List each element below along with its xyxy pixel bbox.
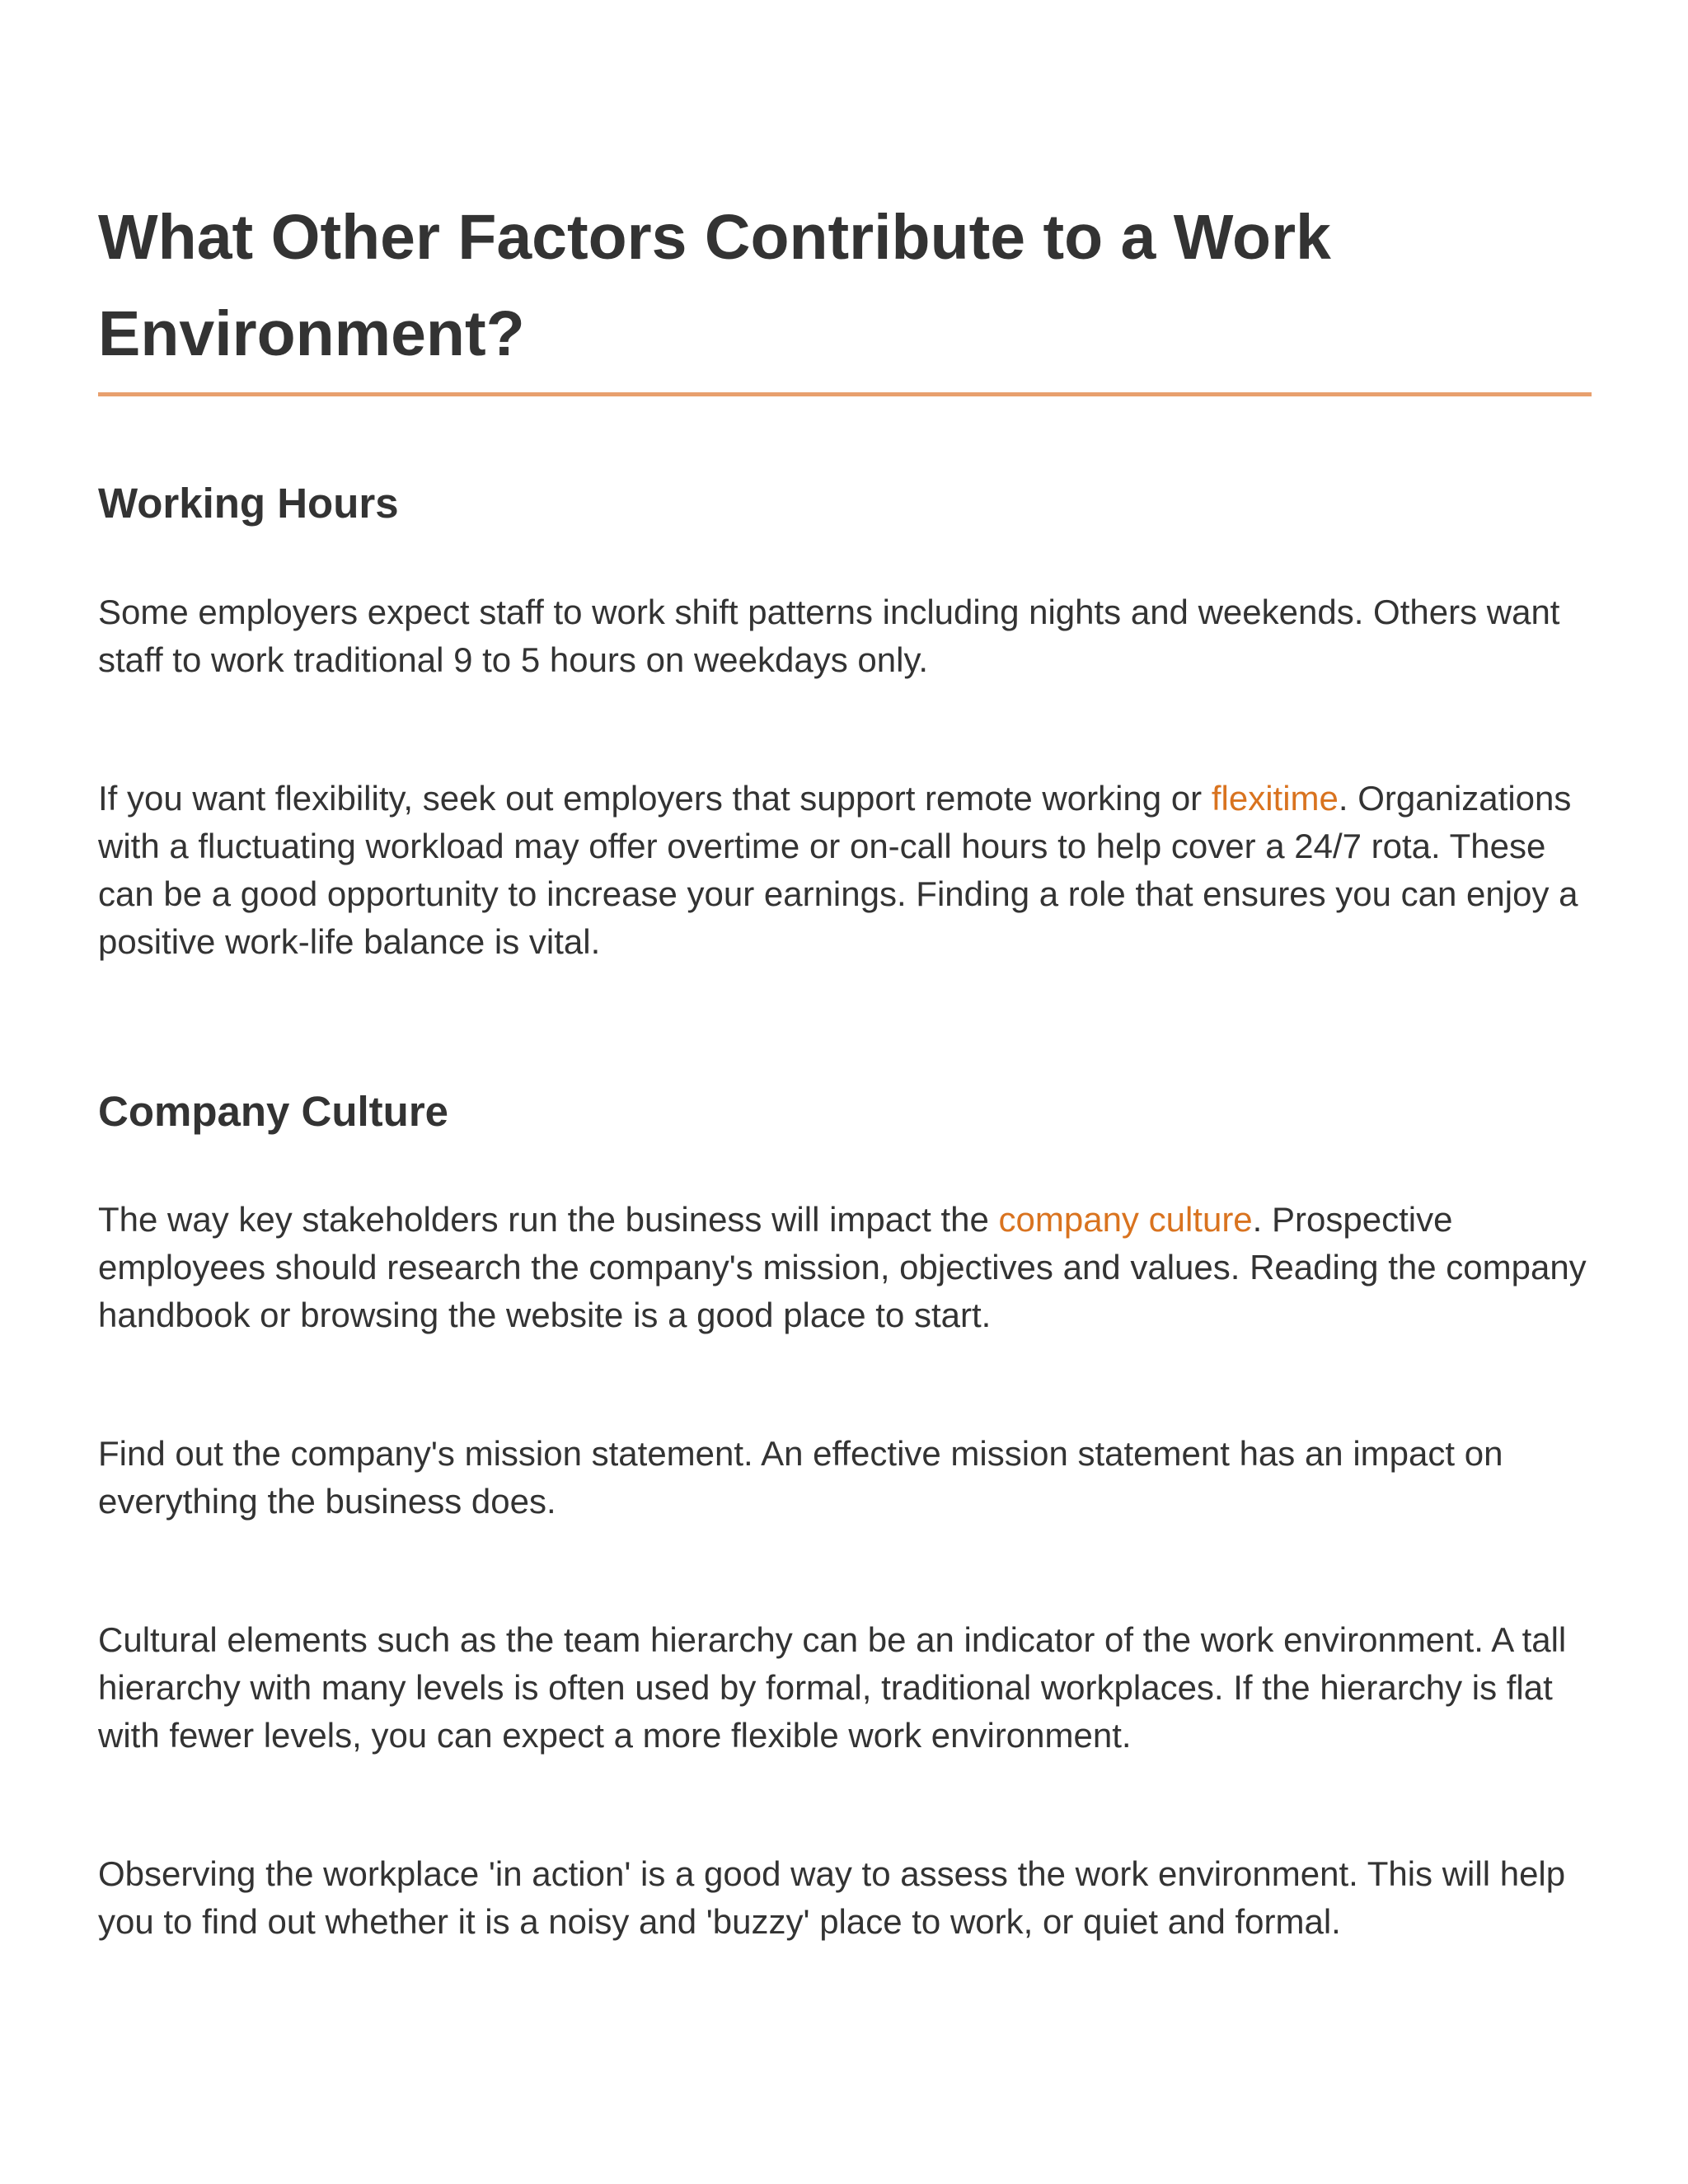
paragraph-observing-workplace: Observing the workplace 'in action' is a good way to assess the work environment. This will help you to find out whether it is a noisy and 'buzzy' place to work, or quiet and formal. — [98, 1854, 1566, 1941]
company-culture-link[interactable]: company culture — [998, 1200, 1253, 1239]
paragraph-text: The way key stakeholders run the business will impact the — [98, 1200, 999, 1239]
paragraph-stakeholders — [98, 1196, 1592, 1339]
paragraph-text: . Organizations with a fluctuating workload may offer overtime or on-call hours to help cover a 24/7 rota. These can be a good opportunity to increase your earnings. Finding a role that ensures you can enjoy a positive work-life balance is vital. — [98, 779, 1578, 961]
paragraph-text: . Prospective employees should research the company's mission, objectives and values. Reading the company handbook or browsing the website is a good place to start. — [98, 1200, 1587, 1334]
article-body — [98, 190, 1592, 1946]
paragraph-shift-patterns: Some employers expect staff to work shift patterns including nights and weekends. Others want staff to work traditional 9 to 5 hours on weekdays only. — [98, 593, 1560, 679]
section-heading-working-hours: Working Hours — [98, 480, 399, 527]
paragraph-text: If you want flexibility, seek out employers that support remote working or — [98, 779, 1212, 818]
title-divider — [98, 392, 1592, 396]
flexitime-link[interactable]: flexitime — [1211, 779, 1339, 818]
page-title: What Other Factors Contribute to a Work Environment? — [98, 202, 1331, 369]
paragraph-mission-statement: Find out the company's mission statement. An effective mission statement has an impact on everything the business does. — [98, 1434, 1503, 1521]
paragraph-flexibility — [98, 775, 1592, 966]
section-heading-company-culture: Company Culture — [98, 1088, 449, 1135]
paragraph-team-hierarchy: Cultural elements such as the team hierarchy can be an indicator of the work environment. A tall hierarchy with many levels is often used by formal, traditional workplaces. If the hierarchy is flat with fewer levels, you can expect a more flexible work environment. — [98, 1620, 1567, 1755]
